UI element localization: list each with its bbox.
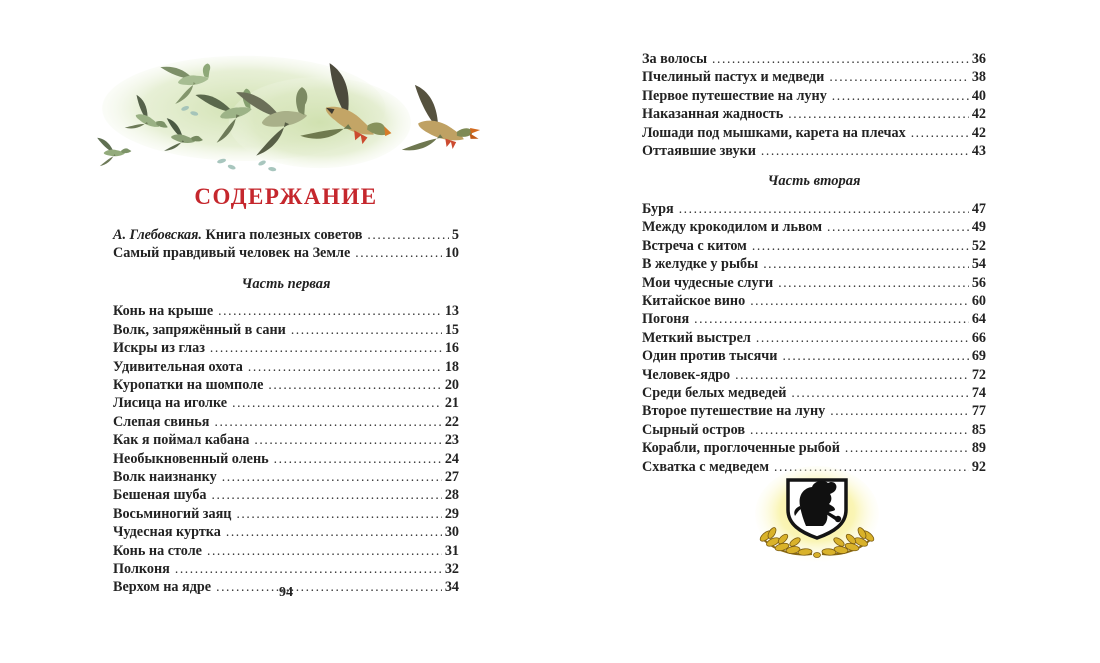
toc-entry <box>642 218 986 236</box>
dot-leader <box>750 421 969 439</box>
toc-entry-text <box>113 245 350 262</box>
toc-entry-title: Второе путешествие на луну <box>642 403 826 420</box>
toc-entry-title: Самый правдивый человек на Земле <box>113 245 351 262</box>
toc-entry-title: Китайское вино <box>642 292 746 309</box>
toc-entry-title: Куропатки на шомполе <box>113 376 264 393</box>
toc-entry-page: 29 <box>444 505 459 522</box>
dot-leader <box>679 200 969 218</box>
toc-entry-page: 23 <box>444 432 459 449</box>
toc-entry-page: 27 <box>444 468 459 485</box>
toc-entry <box>642 124 986 142</box>
toc-entry-title: Необыкновенный олень <box>113 450 269 467</box>
toc-entry <box>642 200 986 218</box>
toc-entry <box>113 486 459 504</box>
toc-entry-page: 52 <box>971 237 986 254</box>
toc-entry <box>642 105 986 123</box>
toc-part-one-list <box>113 302 459 597</box>
toc-entry-page: 13 <box>444 303 459 320</box>
toc-entry-title: За волосы <box>642 51 708 67</box>
dot-leader <box>367 226 449 244</box>
dot-leader <box>845 439 969 457</box>
dot-leader <box>752 237 969 255</box>
toc-part-two-list <box>642 200 986 476</box>
dot-leader <box>268 376 441 394</box>
toc-entry-page: 31 <box>444 542 459 559</box>
toc-entry-title: Восьминогий заяц <box>113 505 232 522</box>
dot-leader <box>214 413 441 431</box>
toc-entry-page: 54 <box>971 256 986 273</box>
toc-entry-title: Буря <box>642 200 674 217</box>
toc-entry-page: 42 <box>971 106 986 123</box>
page-number: 94 <box>279 585 293 600</box>
dot-leader <box>291 321 442 339</box>
toc-entry-title: Волк наизнанку <box>113 468 217 485</box>
dot-leader <box>712 50 969 68</box>
dot-leader <box>248 358 442 376</box>
toc-entry-page: 77 <box>971 403 986 420</box>
toc-entry-title: Погоня <box>642 311 690 328</box>
dot-leader <box>236 505 441 523</box>
dot-leader <box>830 402 969 420</box>
toc-entry-page: 18 <box>444 358 459 375</box>
toc-entry-title: Мои чудесные слуги <box>642 274 774 291</box>
toc-entry-title: Конь на крыше <box>113 303 214 320</box>
toc-entry-page: 43 <box>971 143 986 160</box>
toc-entry-page: 30 <box>444 524 459 541</box>
left-toc-column <box>113 184 459 597</box>
toc-entry-title: Первое путешествие на луну <box>642 87 827 104</box>
dot-leader <box>761 142 969 160</box>
toc-entry-page: 34 <box>444 579 459 596</box>
toc-entry <box>642 87 986 105</box>
toc-entry <box>113 542 459 560</box>
toc-entry-title: В желудке у рыбы <box>642 256 759 273</box>
toc-entry-text <box>113 227 362 244</box>
toc-entry-title: Среди белых медведей <box>642 385 787 401</box>
toc-entry-title: Бешеная шуба <box>113 487 207 504</box>
toc-entry-title: Пчелиный пастух и медведи <box>642 69 825 86</box>
toc-entry-title: Как я поймал кабана <box>113 432 250 449</box>
dot-leader <box>778 274 969 292</box>
toc-entry-title: Между крокодилом и львом <box>642 219 823 236</box>
toc-entry-page: 69 <box>971 348 986 365</box>
toc-entry <box>642 402 986 420</box>
toc-entry <box>113 468 459 486</box>
toc-entry-page: 60 <box>971 292 986 309</box>
toc-entry-title: Наказанная жадность <box>642 106 784 123</box>
toc-entry-title: Схватка с медведем <box>642 458 770 475</box>
toc-entry <box>642 68 986 86</box>
toc-entry-page: 56 <box>971 274 986 291</box>
dot-leader <box>791 384 968 402</box>
dot-leader <box>254 431 441 449</box>
dot-leader <box>175 560 442 578</box>
toc-entry-title: Меткий выстрел <box>642 329 751 346</box>
toc-entry-page: 16 <box>444 340 459 357</box>
toc-entry <box>113 244 459 262</box>
toc-entry-title: Волк, запряжённый в сани <box>113 321 286 338</box>
toc-entry-page: 49 <box>971 219 986 236</box>
toc-entry <box>642 237 986 255</box>
toc-front-list <box>113 226 459 263</box>
toc-title: СОДЕРЖАНИЕ <box>194 184 378 209</box>
toc-entry-page: 22 <box>444 413 459 430</box>
dot-leader <box>756 329 969 347</box>
toc-part-one-continued-list <box>642 50 986 160</box>
toc-entry <box>113 358 459 376</box>
toc-entry-page: 66 <box>971 329 986 346</box>
toc-entry-page: 36 <box>971 51 986 67</box>
toc-entry <box>642 274 986 292</box>
toc-entry-page: 47 <box>971 200 986 217</box>
toc-entry-page: 21 <box>444 395 459 412</box>
dot-leader <box>232 394 442 412</box>
dot-leader <box>210 339 442 357</box>
dot-leader <box>222 468 442 486</box>
toc-entry <box>113 560 459 578</box>
toc-entry-page: 89 <box>971 440 986 457</box>
part-one-heading: Часть первая <box>241 275 331 292</box>
dot-leader <box>226 523 442 541</box>
toc-entry-title: Лошади под мышками, карета на плечах <box>642 124 906 141</box>
toc-entry <box>642 255 986 273</box>
toc-entry-title: Полконя <box>113 561 170 577</box>
toc-entry-page: 64 <box>971 311 986 328</box>
toc-entry-title: Книга полезных советов <box>205 227 363 243</box>
toc-entry-page: 85 <box>971 421 986 438</box>
toc-entry-page: 42 <box>971 124 986 141</box>
toc-entry <box>642 50 986 68</box>
toc-entry-title: Искры из глаз <box>113 340 205 357</box>
toc-entry-page: 32 <box>444 561 459 577</box>
toc-entry <box>113 431 459 449</box>
part-two-heading: Часть вторая <box>767 173 861 190</box>
toc-entry-title: Корабли, проглоченные рыбой <box>642 440 840 457</box>
toc-entry-page: 20 <box>444 376 459 393</box>
dot-leader <box>735 366 969 384</box>
toc-entry <box>113 505 459 523</box>
dot-leader <box>355 244 442 262</box>
toc-entry-title: Удивительная охота <box>113 358 243 375</box>
dot-leader <box>829 68 968 86</box>
toc-entry-page: 74 <box>971 385 986 401</box>
flying-ducks-svg <box>92 48 502 188</box>
toc-entry <box>113 523 459 541</box>
toc-entry <box>642 292 986 310</box>
dot-leader <box>827 218 969 236</box>
toc-entry-title: Встреча с китом <box>642 237 747 254</box>
toc-entry-page: 15 <box>444 321 459 338</box>
dot-leader <box>782 347 968 365</box>
toc-entry-title: Лисица на иголке <box>113 395 228 412</box>
toc-entry-title: Сырный остров <box>642 421 746 438</box>
toc-entry-author: А. Глебовская. <box>113 227 206 243</box>
baron-emblem-svg <box>742 462 892 574</box>
toc-entry-title: Один против тысячи <box>642 348 778 365</box>
toc-entry-title: Конь на столе <box>113 542 202 559</box>
toc-entry <box>642 384 986 402</box>
toc-entry <box>642 439 986 457</box>
dot-leader <box>218 302 442 320</box>
dot-leader <box>911 124 969 142</box>
toc-entry <box>113 321 459 339</box>
toc-entry <box>642 347 986 365</box>
toc-entry-page: 24 <box>444 450 459 467</box>
toc-entry <box>113 339 459 357</box>
toc-entry-title: Чудесная куртка <box>113 524 221 541</box>
toc-entry <box>113 302 459 320</box>
dot-leader <box>832 87 969 105</box>
toc-entry-title: Человек-ядро <box>642 366 731 383</box>
toc-entry <box>113 413 459 431</box>
toc-entry-page: 38 <box>971 69 986 86</box>
toc-entry <box>642 366 986 384</box>
toc-entry <box>642 329 986 347</box>
toc-entry <box>642 310 986 328</box>
dot-leader <box>750 292 969 310</box>
toc-entry-page: 5 <box>451 227 459 243</box>
toc-entry-title: Слепая свинья <box>113 413 210 430</box>
baron-emblem <box>742 462 892 574</box>
flying-ducks-illustration <box>92 48 502 188</box>
dot-leader <box>274 450 442 468</box>
right-toc-column <box>642 50 986 476</box>
toc-entry <box>113 226 459 244</box>
dot-leader <box>212 486 442 504</box>
dot-leader <box>207 542 442 560</box>
toc-entry <box>642 142 986 160</box>
toc-entry <box>113 376 459 394</box>
toc-entry <box>113 450 459 468</box>
toc-entry-title: Верхом на ядре <box>113 579 212 596</box>
toc-entry-page: 92 <box>971 458 986 475</box>
toc-entry-page: 72 <box>971 366 986 383</box>
toc-entry-page: 10 <box>444 245 459 262</box>
dot-leader <box>788 105 969 123</box>
toc-entry-title: Оттаявшие звуки <box>642 143 756 160</box>
toc-entry-page: 28 <box>444 487 459 504</box>
dot-leader <box>694 310 969 328</box>
dot-leader <box>763 255 969 273</box>
toc-entry <box>642 421 986 439</box>
toc-entry <box>113 394 459 412</box>
toc-entry-page: 40 <box>971 87 986 104</box>
